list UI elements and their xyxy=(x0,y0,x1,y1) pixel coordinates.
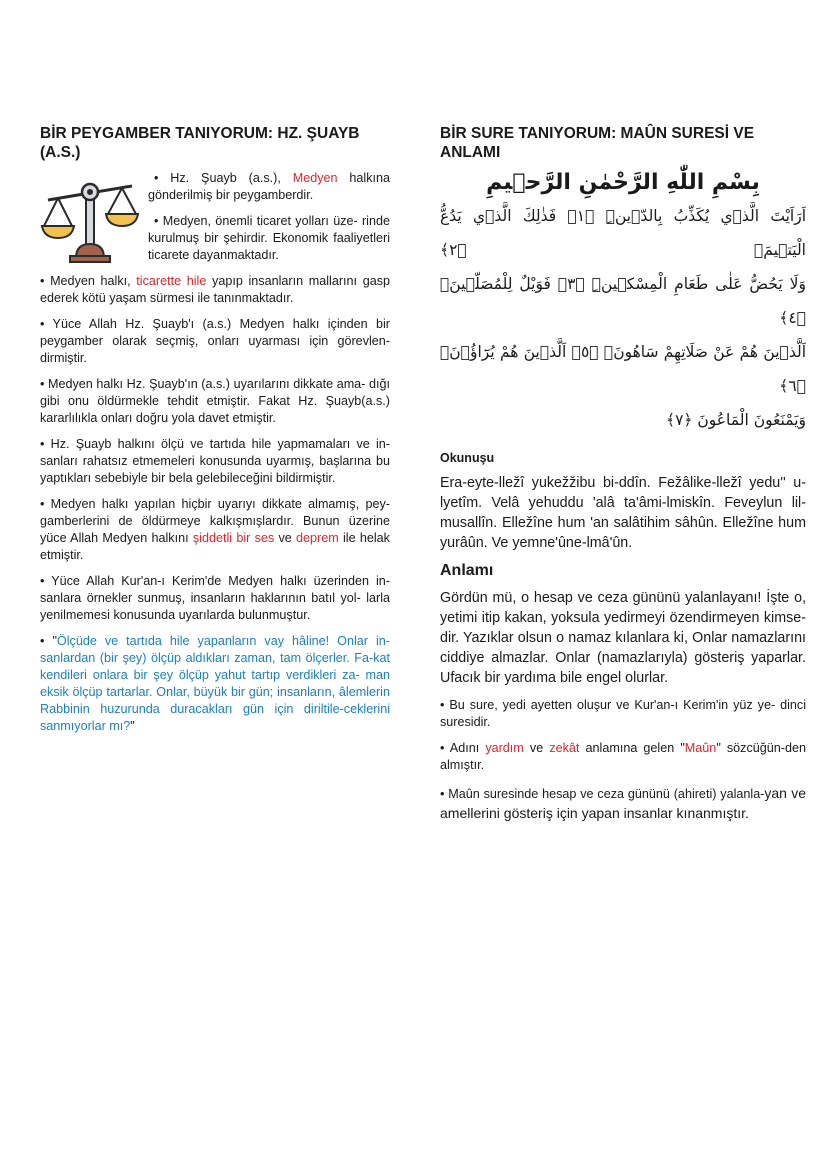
paragraph: • Medyen halkı yapılan hiçbir uyarıyı dikkate almamış, pey- gamberlerini de öldürmeye kalkışmışlardır. Bunun üzerine yüce Allah Medyen halkını şiddetli bir ses ve deprem ile helak etmiştir. xyxy=(40,497,390,562)
paragraph: • Medyen halkı, ticarette hile yapıp insanların mallarını gasp ederek kötü yaşam sürmesi ile tanınmaktadır. xyxy=(40,274,391,305)
meaning: Gördün mü, o hesap ve ceza gününü yalanlayanı! İşte o, yetimi itip kakan, yoksula yedirmeyi özendirmeyen kimse- dir. Yazıklar olsun o namaz kılanlara ki, Onlar namazlarını ciddiye almazlar. Onlar (namazlarıyla) gösteriş yaparlar. Ufacık bir yardıma bile engel olurlar. xyxy=(440,590,806,686)
paragraph: • Maûn suresinde hesap ve ceza gününü (ahireti) yalanla-yan ve amellerini gösteriş için yapan insanlar kınanmıştır. xyxy=(440,785,806,821)
paragraph: • Medyen halkı Hz. Şuayb'ın (a.s.) uyarılarını dikkate ama- dığı gibi onu öldürmekle tehdit etmiştir. Fakat Hz. Şuayb(a.s.) kararlılıkla onları doğru yola davet etmiştir. xyxy=(40,377,390,425)
bismillah: بِسْمِ اللّٰهِ الرَّحْمٰنِ الرَّح۪يمِ xyxy=(486,170,760,195)
highlight: şiddetli bir ses xyxy=(192,531,275,545)
balance-scale-icon xyxy=(40,174,140,264)
verse-line: اَرَاَيْتَ الَّذ۪ي يُكَذِّبُ بِالدّ۪ينِۜ ﴿١﴾ فَذٰلِكَ الَّذ۪ي يَدُعُّ الْيَت۪يمَۙ ﴿٢﴾ xyxy=(440,207,807,259)
highlight: Medyen xyxy=(292,171,338,185)
right-title: BİR SURE TANIYORUM: MAÛN SURESİ VE ANLAMI xyxy=(440,125,755,161)
paragraph: • Medyen, önemli ticaret yolları üze- rinde kurulmuş bir şehirdir. Ekonomik faaliyetleri ticarete dayanmaktadır. xyxy=(148,214,390,262)
paragraph: • Hz. Şuayb (a.s.), Medyen halkına gönderilmiş bir peygamberdir. xyxy=(148,171,390,202)
highlight: deprem xyxy=(296,531,339,545)
paragraph: • Bu sure, yedi ayetten oluşur ve Kur'an-ı Kerim'in yüz ye- dinci suresidir. xyxy=(440,698,806,729)
transliteration: Era-eyte-lležî yukežžibu bi-ddîn. Fežâlike-lležî yedu'' u-lyetîm. Velâ yehuddu 'alâ ta'âmi-lmiskîn. Feveylun lil- musallîn. Elležîne hum 'an salâtihim sâhûn. Elležîne hum yurâûn. Ve yemne'ûne-lmâ'ûn. xyxy=(440,475,806,551)
left-column xyxy=(40,124,390,744)
highlight: Maûn xyxy=(684,741,717,755)
paragraph: • Yüce Allah Kur'an-ı Kerim'de Medyen halkı üzerinden in- sanlara örnekler sunmuş, insanların haklarının batıl yol- larla yenilmemesi konusunda uyarılarda bulunmuştur. xyxy=(40,574,390,622)
paragraph: • Hz. Şuayb halkını ölçü ve tartıda hile yapmamaları ve in- sanları rahatsız etmemeleri konusunda uyarmış, başlarına bu yaptıkları sebebiyle bir bela gelebileceğini bildirmiştir. xyxy=(40,437,390,485)
verse-line: وَيَمْنَعُونَ الْمَاعُونَ ﴿٧﴾ xyxy=(665,411,806,429)
arabic-verses xyxy=(440,199,806,437)
quote-text: Ölçüde ve tartıda hile yapanların vay hâline! Onlar in- sanlardan (bir şey) ölçüp aldıkları zaman, tam ölçerler. Fa-kat kendileri onlara bir şey ölçüp yahut tartıp verdikleri za- man eksik ölçüp tartarlar. Onlar, büyük bir gün; insanların, âlemlerin Rabbinin huzurunda duracakları gün için diriltile-ceklerini sanmıyorlar mı? xyxy=(40,634,390,733)
okunusu-heading: Okunuşu xyxy=(440,451,495,465)
quote-paragraph: • "Ölçüde ve tartıda hile yapanların vay hâline! Onlar in- sanlardan (bir şey) ölçüp aldıkları zaman, tam ölçerler. Fa-kat kendileri onlara bir şey ölçüp yahut tartıp verdikleri za- man eksik ölçüp tartarlar. Onlar, büyük bir gün; insanların, âlemlerin Rabbinin huzurunda duracakları gün için diriltile-ceklerini sanmıyorlar mı?" xyxy=(40,634,390,733)
verse-line: اَلَّذ۪ينَ هُمْ عَنْ صَلَاتِهِمْ سَاهُونَۙ ﴿٥﴾ اَلَّذ۪ينَ هُمْ يُرَٓاؤُ۫نَۙ ﴿٦﴾ xyxy=(440,343,806,395)
verse-line: وَلَا يَحُضُّ عَلٰى طَعَامِ الْمِسْك۪ينِۜ ﴿٣﴾ فَوَيْلٌ لِلْمُصَلّ۪ينَۙ ﴿٤﴾ xyxy=(440,275,806,327)
highlight: zekât xyxy=(549,741,580,755)
anlami-heading: Anlamı xyxy=(440,562,494,579)
right-column xyxy=(440,124,806,832)
highlight: yardım xyxy=(485,741,524,755)
highlight: ticarette hile xyxy=(136,274,207,288)
paragraph: • Adını yardım ve zekât anlamına gelen "Maûn" sözcüğün-den almıştır. xyxy=(440,741,806,772)
paragraph: • Yüce Allah Hz. Şuayb'ı (a.s.) Medyen halkı içinden bir peygamber olarak seçmiş, onları uyarması için görevlen- dirmiştir. xyxy=(40,317,390,365)
left-title: BİR PEYGAMBER TANIYORUM: HZ. ŞUAYB (A.S.) xyxy=(40,125,360,161)
